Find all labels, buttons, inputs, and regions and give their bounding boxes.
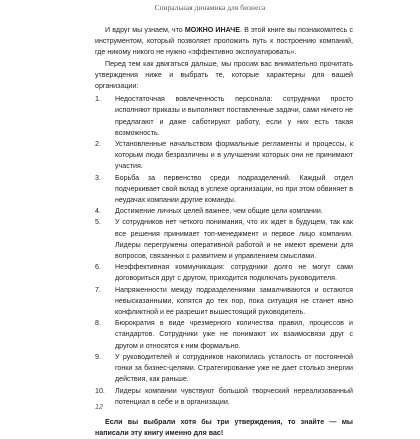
list-item-number: 10. [95, 386, 105, 395]
list-item [95, 285, 353, 319]
intro-text-start: И вдруг мы узнаем, что [105, 26, 185, 34]
running-head: Спиральная динамика для бизнеса [154, 3, 266, 12]
list-item-text: Лидеры компании чувствуют большой творческий нереализованный потенциал в себе и в организации. [115, 386, 353, 406]
instruction-paragraph: Перед тем как двигаться дальше, мы просим вас внимательно прочитать утверждения ниже и выбрать те, которые характерны для вашей организации: [95, 59, 353, 91]
list-item-text: Бюрократия в виде чрезмерного количества правил, процессов и стандартов. Сотрудники уже не понимают их взаимосвязи друг с другом и относятся к ним формально. [115, 319, 353, 350]
intro-bold-phrase: МОЖНО ИНАЧЕ [184, 26, 240, 34]
list-item [95, 94, 353, 139]
intro-paragraph [95, 25, 353, 59]
list-item-text: Напряженности между подразделениями замалчиваются и остаются невысказанными, копятся до тех пор, пока ситуация не станет явно конфликтной и ее разрешит вышестоящий руководитель. [115, 285, 353, 317]
list-item [95, 139, 353, 173]
list-item-number: 8. [95, 319, 101, 328]
list-item [95, 217, 353, 262]
list-item-text: У сотрудников нет четкого понимания, что их ждет в будущем, так как все решения принимает топ-менеджмент и первое лицо компании. Лидеры перегружены оперативной работой и не имеют времени для вопросов, связанных с развитием и управлением смыслами. [115, 218, 353, 261]
list-item-number: 1. [95, 95, 101, 104]
intro-text-end: . В этой книге вы познакомитесь с инструментом, который позволяет проложить путь к построению компаний, где никому никого не нужно «эффективно эксплуатировать». [95, 26, 353, 57]
list-item [95, 206, 353, 217]
list-item-number: 3. [95, 173, 101, 182]
list-item [95, 352, 353, 386]
list-item [95, 173, 353, 207]
list-item-text: Борьба за первенство среди подразделений. Каждый отдел подчеркивает свой вклад в успехе организации, но при этом обвиняет в неудачах компании другие команды. [115, 173, 353, 205]
list-item-number: 5. [95, 218, 101, 227]
list-item-number: 4. [95, 207, 101, 216]
list-item-text: Достижение личных целей важнее, чем общие цели компании. [115, 207, 323, 216]
page-body [95, 25, 353, 439]
list-item-text: Установленные начальством формальные регламенты и процессы, к которым люди безразличны и в улучшении которых они не принимают участия. [115, 140, 353, 171]
list-item-text: У руководителей и сотрудников накопилась усталость от постоянной гонки за бизнес-целями. Стратегирование уже не дает столько энергии действия, как раньше. [115, 352, 353, 384]
list-item-number: 6. [95, 263, 101, 272]
list-item [95, 386, 353, 408]
list-item-text: Недостаточная вовлеченность персонала: сотрудники просто исполняют приказы и выполняют поставленные задачи, сами ничего не предлагают и даже саботируют работу, если у них есть такая возможность. [115, 95, 353, 137]
list-item [95, 262, 353, 284]
list-item-number: 2. [95, 140, 101, 149]
statement-list [95, 94, 353, 408]
list-item [95, 318, 353, 352]
list-item-number: 7. [95, 285, 101, 294]
page-number: 12 [95, 403, 103, 411]
list-item-text: Неэффективная коммуникация: сотрудники долго не могут сами договориться друг с другом, приходится подключать руководителя. [115, 263, 353, 283]
list-item-number: 9. [95, 352, 101, 361]
conclusion-paragraph: Если вы выбрали хотя бы три утверждения, то знайте — мы написали эту книгу именно для вас! [95, 417, 353, 438]
